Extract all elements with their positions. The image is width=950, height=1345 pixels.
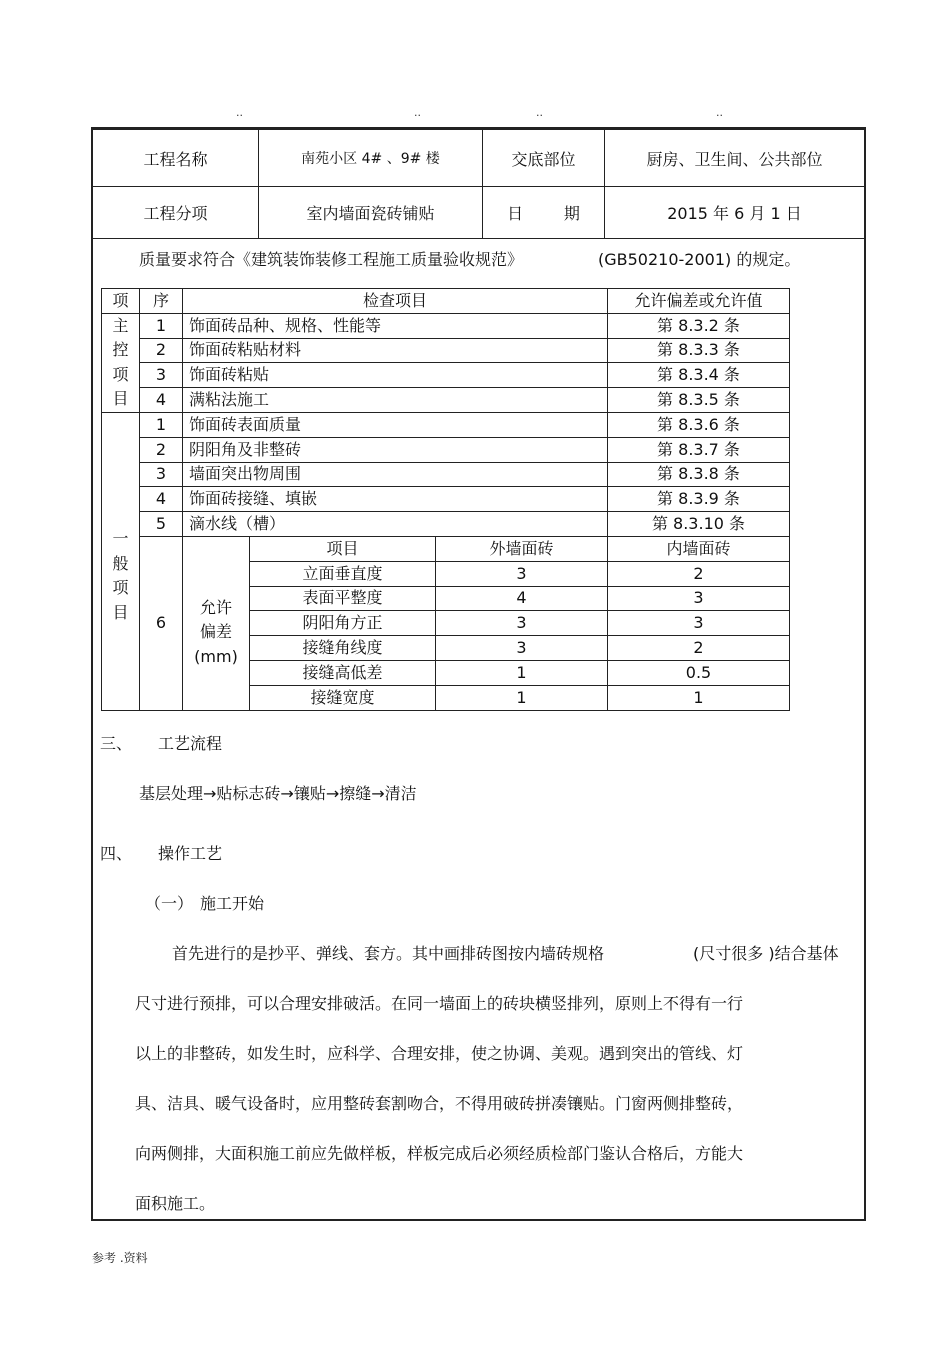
tolerance-outer: 1 [436, 660, 608, 685]
header-dots: .. [236, 106, 243, 119]
section-4-title: 操作工艺 [158, 844, 223, 863]
row-value: 第 8.3.7 条 [608, 437, 790, 462]
row-no: 1 [140, 313, 183, 338]
row-no: 3 [140, 462, 183, 487]
row-no: 4 [140, 487, 183, 512]
tolerance-outer: 3 [436, 636, 608, 661]
table-row [102, 412, 790, 437]
tolerance-outer: 4 [436, 586, 608, 611]
header-group: 项 [102, 289, 140, 314]
row-value: 第 8.3.10 条 [608, 512, 790, 537]
row-item: 饰面砖粘贴材料 [183, 338, 608, 363]
tolerance-outer: 3 [436, 561, 608, 586]
paragraph-line: 首先进行的是抄平、弹线、套方。其中画排砖图按内墙砖规格 [172, 944, 605, 963]
header-no: 序 [140, 289, 183, 314]
tolerance-item: 立面垂直度 [250, 561, 436, 586]
tolerance-inner: 2 [608, 636, 790, 661]
header-dots: .. [414, 106, 421, 119]
quality-requirement [139, 247, 801, 270]
row-no: 3 [140, 363, 183, 388]
row-no: 4 [140, 388, 183, 413]
tolerance-no: 6 [140, 536, 183, 710]
info-row-2 [93, 186, 864, 239]
project-name-value: 南苑小区 4# 、9# 楼 [259, 130, 483, 186]
quality-text: 质量要求符合《建筑装饰装修工程施工质量验收规范》 [139, 250, 524, 269]
tolerance-inner: 3 [608, 586, 790, 611]
subsection-title: 施工开始 [200, 894, 265, 913]
header-dots: .. [716, 106, 723, 119]
tolerance-item: 接缝角线度 [250, 636, 436, 661]
tolerance-inner: 1 [608, 685, 790, 710]
paragraph-line: 面积施工。 [135, 1194, 216, 1213]
tolerance-item: 表面平整度 [250, 586, 436, 611]
handover-label: 交底部位 [483, 130, 605, 186]
tolerance-header-row [102, 536, 790, 561]
paragraph-line: (尺寸很多 )结合基体 [693, 944, 839, 963]
table-row [102, 462, 790, 487]
paragraph-line: 尺寸进行预排，可以合理安排破活。在同一墙面上的砖块横竖排列，原则上不得有一行 [135, 994, 744, 1013]
date-label: 日 期 [483, 186, 605, 238]
table-row [102, 313, 790, 338]
row-item: 阴阳角及非整砖 [183, 437, 608, 462]
general-group-label: 一 般 项 目 [102, 412, 140, 710]
tolerance-inner: 3 [608, 611, 790, 636]
paragraph-line: 向两侧排，大面积施工前应先做样板，样板完成后必须经质检部门鉴认合格后，方能大 [135, 1144, 744, 1163]
row-value: 第 8.3.8 条 [608, 462, 790, 487]
project-name-label: 工程名称 [93, 130, 259, 186]
tolerance-item: 阴阳角方正 [250, 611, 436, 636]
row-item: 满粘法施工 [183, 388, 608, 413]
sub-item-label: 工程分项 [93, 186, 259, 238]
row-value: 第 8.3.6 条 [608, 412, 790, 437]
sub-item-value: 室内墙面瓷砖铺贴 [259, 186, 483, 238]
tolerance-inner: 2 [608, 561, 790, 586]
row-no: 2 [140, 338, 183, 363]
tolerance-header-item: 项目 [250, 536, 436, 561]
document-frame [91, 127, 866, 1221]
paragraph-line: 具、洁具、暖气设备时，应用整砖套割吻合，不得用破砖拼凑镶贴。门窗两侧排整砖， [135, 1094, 744, 1113]
main-control-group-label: 主 控 项 目 [102, 313, 140, 412]
row-item: 饰面砖品种、规格、性能等 [183, 313, 608, 338]
tolerance-item: 接缝高低差 [250, 660, 436, 685]
header-item: 检查项目 [183, 289, 608, 314]
row-no: 5 [140, 512, 183, 537]
tolerance-inner: 0.5 [608, 660, 790, 685]
row-item: 饰面砖表面质量 [183, 412, 608, 437]
row-item: 滴水线（槽） [183, 512, 608, 537]
tolerance-label: 允许 偏差 (mm) [183, 536, 250, 710]
tolerance-outer: 3 [436, 611, 608, 636]
table-header-row [102, 289, 790, 314]
row-item: 墙面突出物周围 [183, 462, 608, 487]
header-value: 允许偏差或允许值 [608, 289, 790, 314]
footer-text: 参考 .资料 [92, 1251, 148, 1265]
handover-value: 厨房、卫生间、公共部位 [646, 149, 823, 169]
process-flow: 基层处理→贴标志砖→镶贴→擦缝→清洁 [139, 784, 417, 803]
table-row [102, 388, 790, 413]
section-3-title: 工艺流程 [158, 734, 223, 753]
row-item: 饰面砖接缝、填嵌 [183, 487, 608, 512]
table-row [102, 338, 790, 363]
row-no: 2 [140, 437, 183, 462]
row-value: 第 8.3.3 条 [608, 338, 790, 363]
table-row [102, 363, 790, 388]
table-row [102, 437, 790, 462]
date-value: 2015 年 6 月 1 日 [667, 203, 802, 223]
info-row-1 [93, 130, 864, 187]
tolerance-header-inner: 内墙面砖 [608, 536, 790, 561]
table-row [102, 512, 790, 537]
header-dots: .. [536, 106, 543, 119]
table-row [102, 487, 790, 512]
row-value: 第 8.3.5 条 [608, 388, 790, 413]
tolerance-outer: 1 [436, 685, 608, 710]
row-value: 第 8.3.2 条 [608, 313, 790, 338]
row-item: 饰面砖粘贴 [183, 363, 608, 388]
tolerance-header-outer: 外墙面砖 [436, 536, 608, 561]
row-no: 1 [140, 412, 183, 437]
row-value: 第 8.3.9 条 [608, 487, 790, 512]
inspection-table [101, 288, 790, 711]
section-4-number: 四、 [100, 844, 133, 863]
row-value: 第 8.3.4 条 [608, 363, 790, 388]
paragraph-line: 以上的非整砖，如发生时，应科学、合理安排，使之协调、美观。遇到突出的管线、灯 [135, 1044, 744, 1063]
section-3-number: 三、 [100, 734, 133, 753]
quality-standard-code: (GB50210-2001) 的规定。 [598, 250, 801, 269]
subsection-number: （一） [145, 894, 194, 913]
tolerance-item: 接缝宽度 [250, 685, 436, 710]
